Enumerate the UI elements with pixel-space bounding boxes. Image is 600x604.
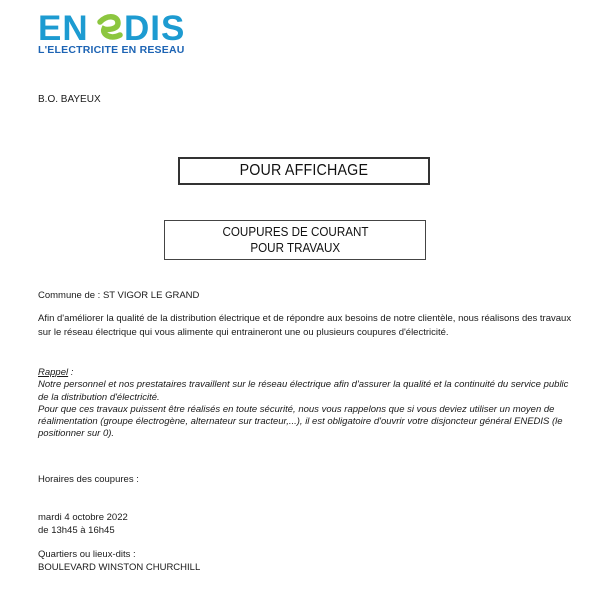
rappel-title-suffix: :	[68, 367, 74, 378]
display-title-box	[178, 157, 430, 185]
street-name: BOULEVARD WINSTON CHURCHILL	[38, 562, 201, 573]
display-title: POUR AFFICHAGE	[239, 162, 369, 179]
intro-paragraph: Afin d'améliorer la qualité de la distribution électrique et de répondre aux besoins de notre clientèle, nous réalisons des travaux sur le réseau électrique qui vous alimente qui entraineront une ou plusieurs coupures d'électricité.	[38, 313, 572, 338]
coupure-time: de 13h45 à 16h45	[38, 525, 115, 536]
commune-line: Commune de : ST VIGOR LE GRAND	[38, 290, 200, 301]
quartiers-label: Quartiers ou lieux-dits :	[38, 549, 136, 560]
notice-title-line1: COUPURES DE COURANT	[222, 225, 368, 239]
rappel-paragraph-1: Notre personnel et nos prestataires travaillent sur le réseau électrique afin d'assurer la qualité et la continuité du service public de la distribution d'électricité.	[38, 379, 569, 403]
rappel-paragraph-2: Pour que ces travaux puissent être réalisés en toute sécurité, nous vous rappelons que si vous deviez utiliser un moyen de réalimentation (groupe électrogène, alternateur sur tracteur,...), il est obligatoire d'ouvrir votre disjoncteur général ENEDIS (le positionner sur 0).	[38, 403, 563, 440]
rappel-title: Rappel	[38, 367, 69, 378]
enedis-wordmark-icon	[38, 10, 188, 44]
logo-tagline: L'ELECTRICITE EN RESEAU	[38, 44, 185, 56]
svg-text:DIS: DIS	[124, 10, 186, 44]
notice-title-line2: POUR TRAVAUX	[250, 241, 340, 255]
office-name: B.O. BAYEUX	[38, 94, 101, 105]
horaires-label: Horaires des coupures :	[38, 474, 139, 485]
rappel-heading	[38, 367, 578, 379]
svg-text:EN: EN	[38, 10, 89, 44]
coupure-schedule	[38, 511, 128, 537]
notice-title-box	[164, 220, 426, 260]
rappel-section	[38, 367, 578, 441]
coupure-date: mardi 4 octobre 2022	[38, 512, 128, 523]
